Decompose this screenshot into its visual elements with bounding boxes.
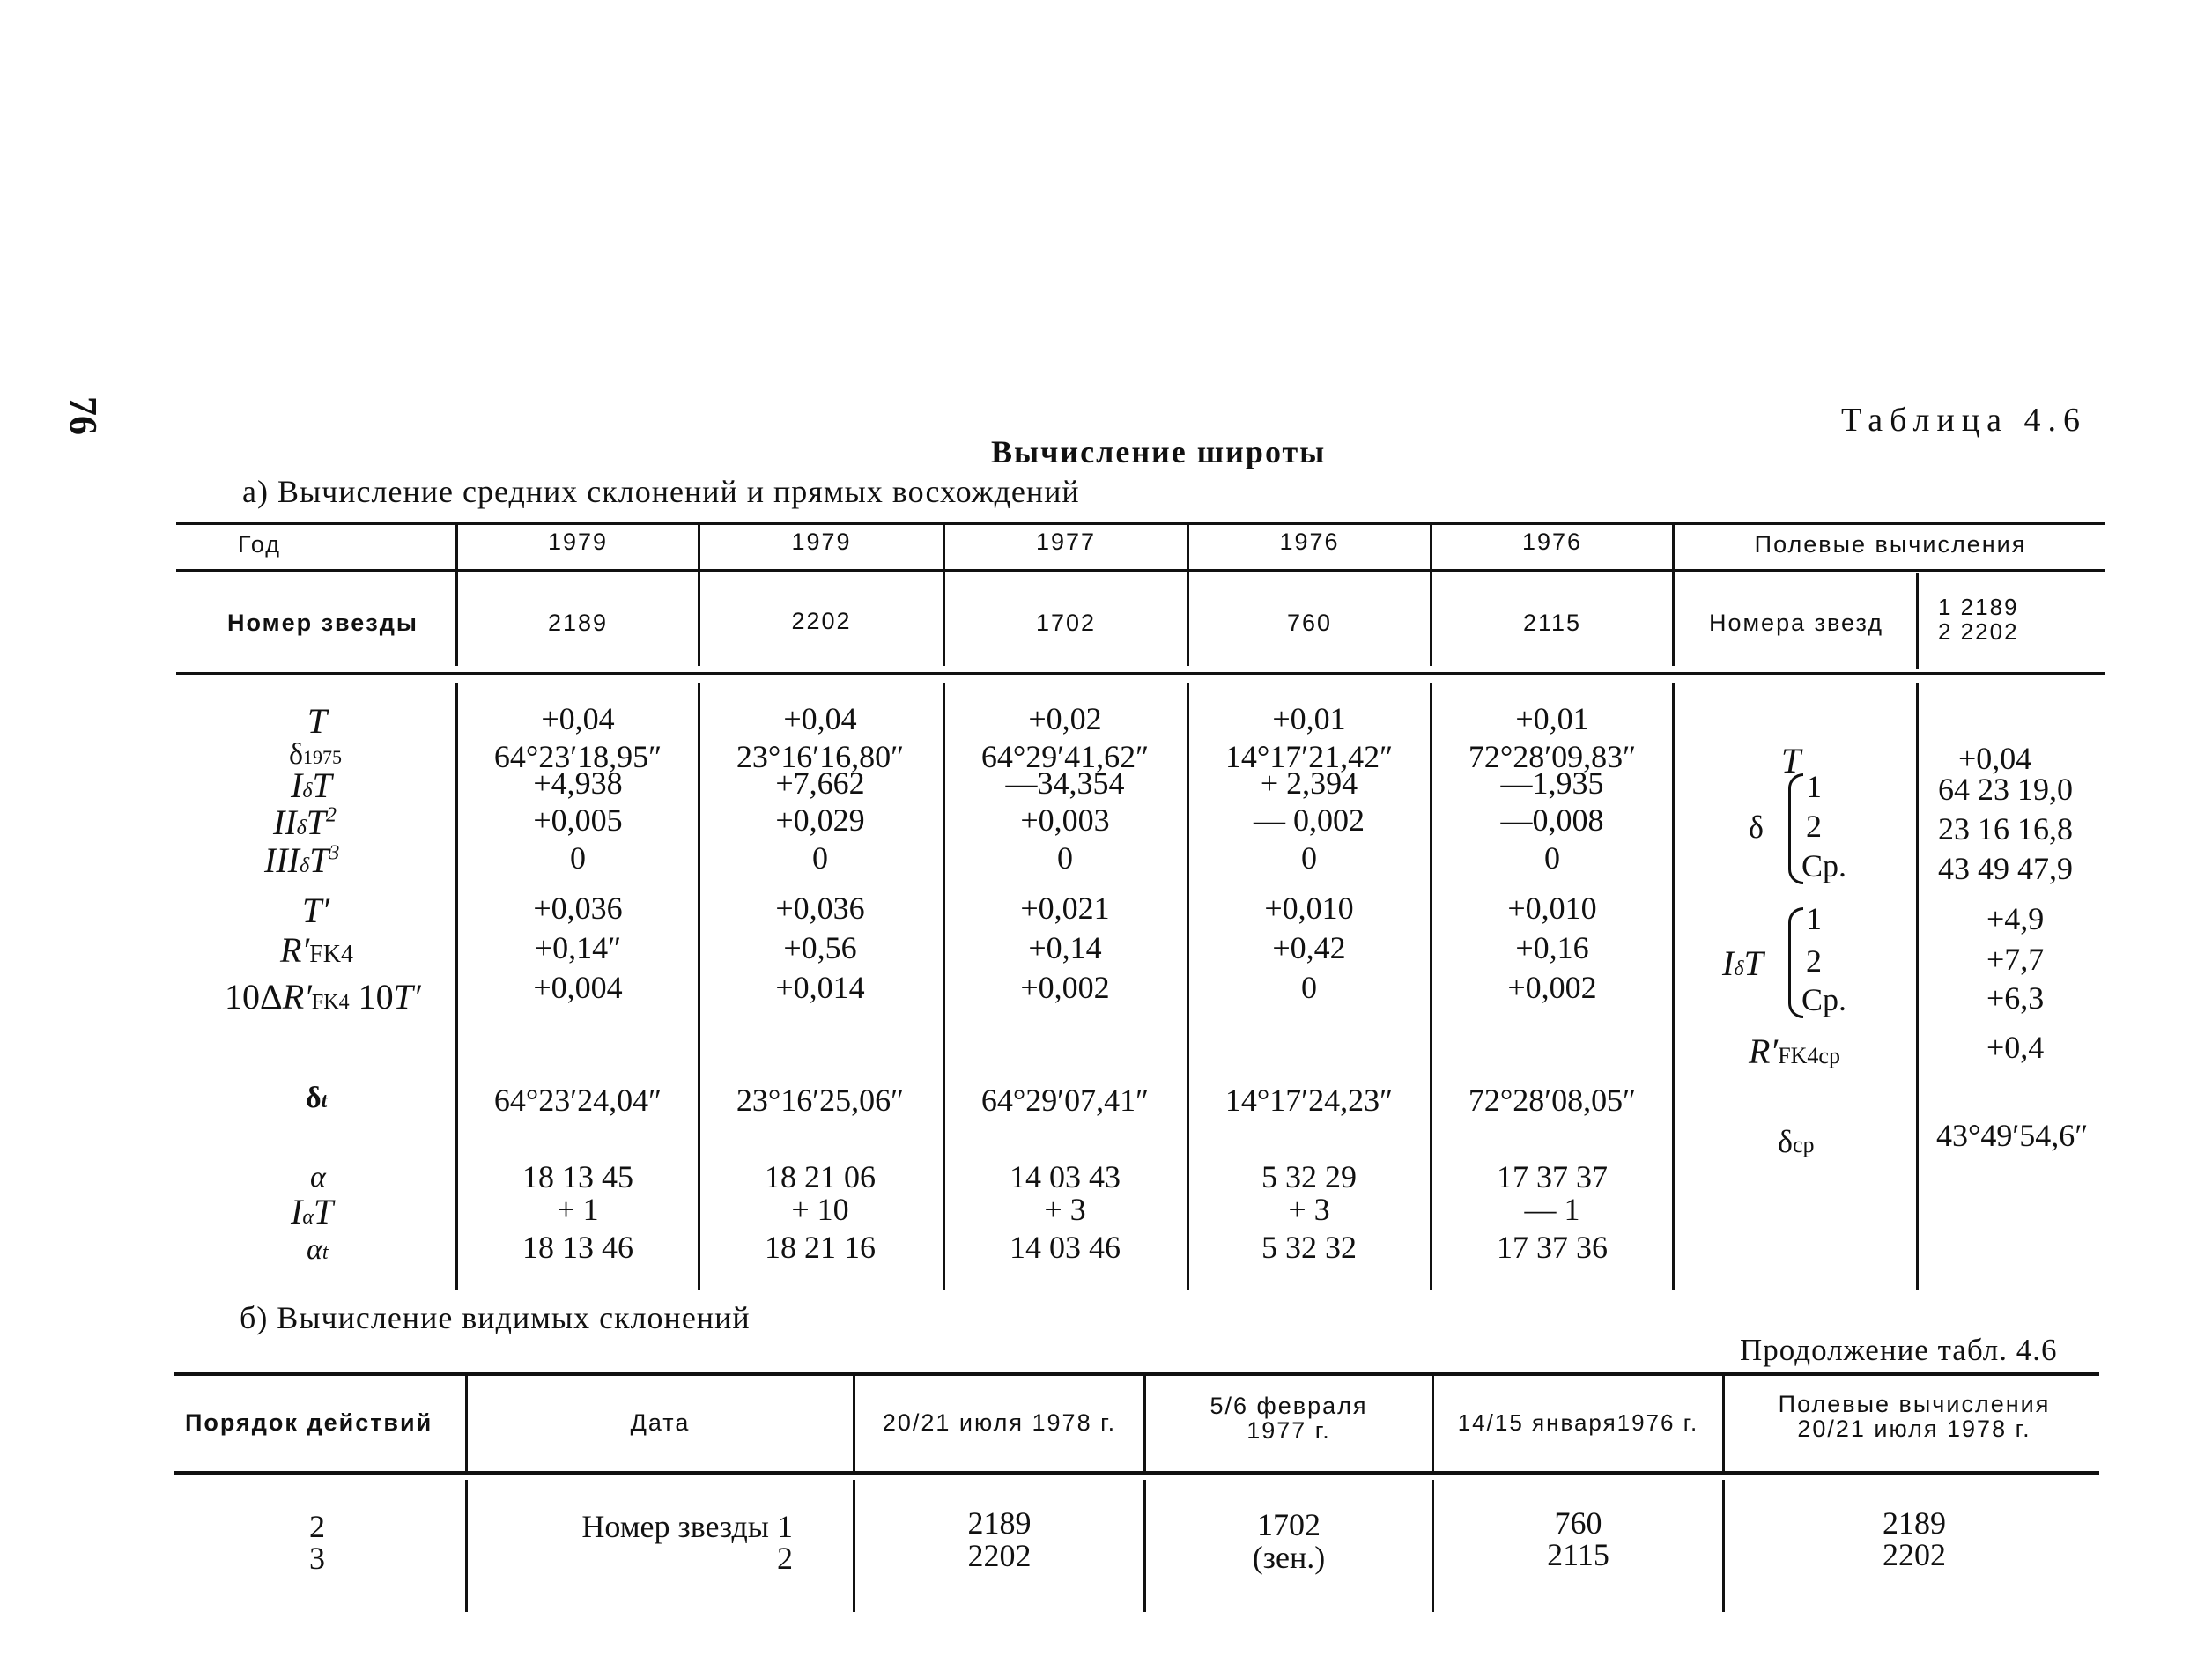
table-a-cell: 17 37 36 <box>1497 1230 1608 1265</box>
table-label: Таблица 4.6 <box>1841 402 2088 439</box>
field-delta-value: 23 16 16,8 <box>1938 811 2073 846</box>
year-cell: 1977 <box>1035 529 1097 555</box>
field-delta-key: 2 <box>1806 809 1822 844</box>
field-IdT-key: 2 <box>1806 943 1822 979</box>
table-a-cell: 72°28′09,83″ <box>1468 739 1637 774</box>
table-a-cell: + 3 <box>1044 1192 1086 1227</box>
table-a-cell: +0,42 <box>1272 930 1346 965</box>
field-cell: 2189 <box>1883 1505 1946 1541</box>
header-field <box>1725 1392 2104 1441</box>
table-a-cell: 0 <box>570 840 586 876</box>
table-a-cell: + 2,394 <box>1260 765 1358 801</box>
table-a-cell: +0,014 <box>775 970 865 1005</box>
field-dcp-label: δcp <box>1778 1124 1815 1159</box>
row-label-delta-t: δt <box>306 1082 328 1114</box>
table-a-cell: 64°29′41,62″ <box>980 739 1150 774</box>
header-d3: 14/15 января1976 г. <box>1457 1409 1699 1436</box>
field-cell: 2202 <box>1883 1537 1946 1572</box>
table-a-cell: + 1 <box>557 1192 599 1227</box>
table-a-cell: +0,002 <box>1020 970 1110 1005</box>
page-number: 76 <box>62 396 105 435</box>
table-a-cell: +0,14 <box>1028 930 1102 965</box>
d1-cell: 2202 <box>967 1538 1032 1573</box>
header-year-label: Год <box>238 531 281 558</box>
table-a-cell: 72°28′08,05″ <box>1468 1083 1637 1118</box>
field-stars-list <box>1938 595 2019 644</box>
table-a-cell: 0 <box>1057 840 1073 876</box>
table-a-cell: +0,004 <box>533 970 623 1005</box>
d3-cell: 2115 <box>1547 1537 1609 1572</box>
header-field-line2: 20/21 июля 1978 г. <box>1797 1416 2031 1442</box>
year-cell: 1976 <box>1279 529 1340 555</box>
table-a-cell: — 1 <box>1524 1192 1580 1227</box>
table-a-cell: —34,354 <box>1005 765 1125 801</box>
field-header: Полевые вычисления <box>1754 531 2027 558</box>
table-a-cell: 14°17′21,42″ <box>1224 739 1394 774</box>
table-a-cell: 18 21 16 <box>765 1230 876 1265</box>
table-a-cell: +0,14″ <box>534 930 622 965</box>
order-cell: 3 <box>309 1541 325 1576</box>
field-delta-label: δ <box>1749 810 1764 845</box>
star-cell: 1702 <box>1035 610 1097 636</box>
star-cell: 2115 <box>1522 610 1582 636</box>
field-IdT-key: Ср. <box>1801 982 1847 1017</box>
table-a-cell: +7,662 <box>775 765 865 801</box>
header-d2 <box>1146 1394 1432 1443</box>
header-d1: 20/21 июля 1978 г. <box>882 1409 1117 1436</box>
table-a-cell: 18 13 46 <box>522 1230 633 1265</box>
table-a-cell: +0,01 <box>1272 701 1346 736</box>
table-a-cell: +0,036 <box>533 891 623 926</box>
row-label-T: T <box>307 701 328 741</box>
field-R-value: +0,4 <box>1986 1030 2045 1065</box>
table-a-cell: — 0,002 <box>1254 802 1365 838</box>
table-a-cell: +0,010 <box>1264 891 1354 926</box>
field-dcp-value: 43°49′54,6″ <box>1936 1118 2089 1153</box>
field-T-label: T <box>1781 741 1801 780</box>
header-d2-line1: 5/6 февраля <box>1210 1393 1368 1419</box>
field-star-1: 1 2189 <box>1938 594 2019 620</box>
table-a-cell: 14°17′24,23″ <box>1224 1083 1394 1118</box>
row-label-Tprime: T′ <box>302 891 329 930</box>
table-a-cell: +0,56 <box>783 930 857 965</box>
table-a-cell: +4,938 <box>533 765 623 801</box>
field-delta-key: Ср. <box>1801 848 1847 883</box>
date-label-cell: Номер звезды 1 <box>581 1509 793 1544</box>
table-a-cell: 23°16′16,80″ <box>736 739 905 774</box>
d2-cell: (зен.) <box>1252 1540 1326 1575</box>
table-a-cell: 17 37 37 <box>1497 1159 1608 1194</box>
header-d2-line2: 1977 г. <box>1247 1417 1331 1444</box>
header-field-line1: Полевые вычисления <box>1778 1391 2051 1417</box>
table-a-cell: —0,008 <box>1500 802 1604 838</box>
table-a-cell: 0 <box>1301 970 1317 1005</box>
d2-cell: 1702 <box>1257 1507 1321 1542</box>
row-label-alpha: α <box>310 1161 326 1194</box>
row-label-IdT: IδT <box>291 765 332 805</box>
field-delta-key: 1 <box>1806 769 1822 804</box>
date-label-cell: 2 <box>777 1541 793 1576</box>
year-cell: 1979 <box>547 529 609 555</box>
table-a-cell: +0,002 <box>1507 970 1597 1005</box>
table-a-cell: 64°29′07,41″ <box>980 1083 1150 1118</box>
header-order: Порядок действий <box>185 1409 433 1436</box>
field-IdT-key: 1 <box>1806 901 1822 936</box>
field-delta-value: 64 23 19,0 <box>1938 772 2073 807</box>
table-a-cell: 18 21 06 <box>765 1159 876 1194</box>
table-a-cell: 5 32 32 <box>1261 1230 1357 1265</box>
year-cell: 1979 <box>791 529 852 555</box>
field-delta-value: 43 49 47,9 <box>1938 851 2073 886</box>
table-a-cell: 0 <box>812 840 828 876</box>
table-a-cell: 0 <box>1544 840 1560 876</box>
d3-cell: 760 <box>1554 1505 1602 1541</box>
table-a-cell: 0 <box>1301 840 1317 876</box>
row-label-IIdT2: IIδT$^2$ <box>273 802 337 842</box>
table-a-cell: 64°23′18,95″ <box>493 739 662 774</box>
table-a-cell: +0,021 <box>1020 891 1110 926</box>
row-label-10dRFK4: 10ΔR′FK4 10T′ <box>225 977 421 1017</box>
header-date: Дата <box>630 1409 691 1436</box>
table-a-cell: +0,003 <box>1020 802 1110 838</box>
field-IdT-value: +4,9 <box>1986 901 2045 936</box>
table-a-cell: + 3 <box>1288 1192 1330 1227</box>
row-label-IIIdT3: IIIδT$^3$ <box>264 840 340 880</box>
table-a-cell: +0,02 <box>1028 701 1102 736</box>
table-a-cell: +0,16 <box>1515 930 1589 965</box>
row-label-IaT: IαT <box>291 1192 334 1231</box>
order-cell: 2 <box>309 1509 325 1544</box>
row-label-alpha-t: αt <box>307 1233 329 1266</box>
star-label: Номер звезды <box>227 610 418 636</box>
table-a-cell: 14 03 46 <box>1010 1230 1121 1265</box>
table-a-cell: 64°23′24,04″ <box>493 1083 662 1118</box>
row-label-delta1975: δ1975 <box>289 738 343 771</box>
field-IdT-value: +6,3 <box>1986 980 2045 1016</box>
row-label-RFK4: R′FK4 <box>280 930 353 970</box>
d1-cell: 2189 <box>967 1505 1032 1541</box>
year-cell: 1976 <box>1521 529 1583 555</box>
table-a-cell: + 10 <box>791 1192 849 1227</box>
continuation-label: Продолжение табл. 4.6 <box>1740 1333 2058 1367</box>
page-title: Вычисление широты <box>991 434 1327 469</box>
table-a-cell: 18 13 45 <box>522 1159 633 1194</box>
table-a-cell: +0,04 <box>783 701 857 736</box>
field-stars-label: Номера звезд <box>1708 610 1883 636</box>
star-cell: 760 <box>1286 610 1333 636</box>
field-IdT-value: +7,7 <box>1986 942 2045 977</box>
table-a-cell: 5 32 29 <box>1261 1159 1357 1194</box>
table-a-cell: +0,04 <box>541 701 615 736</box>
table-a-cell: +0,005 <box>533 802 623 838</box>
table-a-cell: +0,010 <box>1507 891 1597 926</box>
table-a-cell: +0,029 <box>775 802 865 838</box>
section-b-title: б) Вычисление видимых склонений <box>240 1300 751 1335</box>
field-T-value: +0,04 <box>1958 741 2032 776</box>
star-cell: 2189 <box>547 610 609 636</box>
table-a-cell: 14 03 43 <box>1010 1159 1121 1194</box>
field-IdT-label: IδT <box>1722 943 1764 983</box>
table-a-cell: +0,036 <box>775 891 865 926</box>
table-a-cell: 23°16′25,06″ <box>736 1083 905 1118</box>
section-a-title: а) Вычисление средних склонений и прямых восхождений <box>242 474 1080 509</box>
table-a-cell: —1,935 <box>1500 765 1604 801</box>
field-star-2: 2 2202 <box>1938 618 2019 645</box>
star-cell: 2202 <box>791 608 852 634</box>
field-R-label: R′FK4cp <box>1749 1031 1840 1071</box>
table-a-cell: +0,01 <box>1515 701 1589 736</box>
